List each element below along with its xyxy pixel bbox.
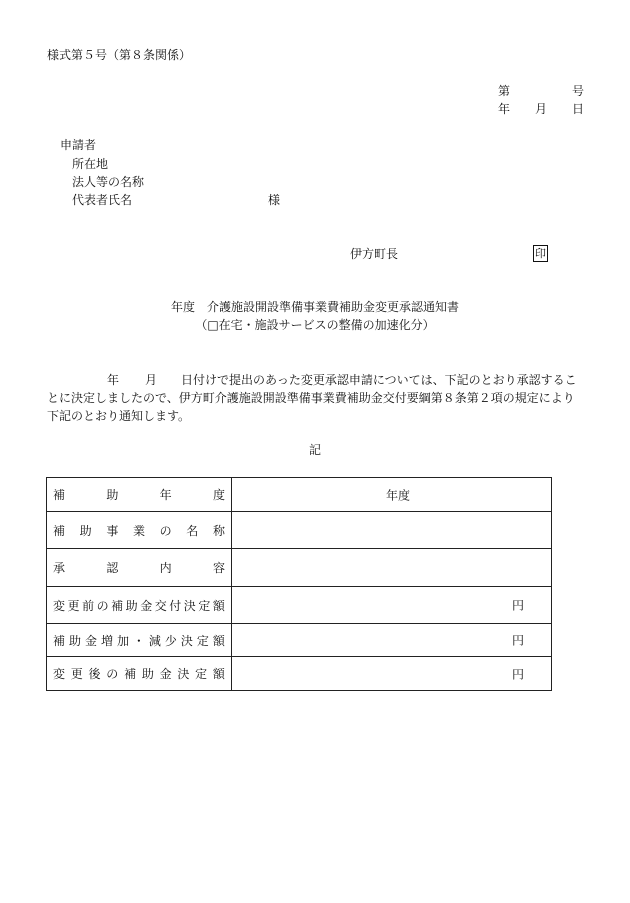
year-label: 年 — [498, 102, 511, 116]
body-year-label: 年 — [107, 373, 120, 387]
row-label-text: 補 助 金 増 加 ・ 減 少 決 定 額 — [53, 633, 225, 648]
day-label: 日 — [571, 102, 584, 116]
row-label-text: 補 助 年 度 — [53, 488, 225, 502]
row-value-post-change-amount — [232, 657, 552, 691]
body-line1: 日付けで提出のあった変更承認申請については、下記のとおり承認するこ — [181, 373, 577, 387]
number-prefix: 第 — [498, 84, 511, 98]
org-name-label: 法人等の名称 — [72, 175, 145, 189]
table-row-project-name — [47, 512, 552, 549]
applicant-heading: 申請者 — [60, 138, 97, 152]
form-number: 様式第５号（第８条関係） — [47, 48, 192, 62]
row-label-post-change-amount — [47, 657, 232, 691]
row-value-pre-change-amount — [232, 587, 552, 624]
representative-label: 代表者氏名 — [72, 193, 133, 207]
document-number-line — [498, 84, 584, 98]
row-value-increase-decrease-amount — [232, 624, 552, 657]
body-paragraph — [47, 371, 583, 425]
address-label: 所在地 — [72, 157, 109, 171]
table-row-increase-decrease-amount — [47, 624, 552, 657]
honorific: 様 — [268, 193, 281, 207]
yen-unit: 円 — [512, 598, 525, 613]
table-row-subsidy-year — [47, 478, 552, 512]
row-label-text: 承 認 内 容 — [53, 561, 225, 575]
row-label-approval-content — [47, 549, 232, 587]
yen-unit: 円 — [512, 667, 525, 681]
month-label: 月 — [534, 102, 547, 116]
number-suffix: 号 — [571, 84, 584, 98]
ki-heading: 記 — [308, 443, 321, 457]
table-row-post-change-amount — [47, 657, 552, 691]
body-line3: 下記のとおり通知します。 — [47, 409, 191, 423]
date-line — [498, 102, 584, 116]
detail-table — [46, 477, 552, 691]
row-value-project-name — [232, 512, 552, 549]
row-value-approval-content — [232, 549, 552, 587]
issuer-title: 伊方町長 — [350, 247, 399, 261]
row-label-increase-decrease-amount — [47, 624, 232, 657]
nendo-unit: 年度 — [386, 488, 411, 502]
row-label-text: 変 更 前 の 補 助 金 交 付 決 定 額 — [53, 598, 225, 613]
row-label-text: 補 助 事 業 の 名 称 — [53, 523, 225, 538]
yen-unit: 円 — [512, 633, 525, 648]
row-label-text: 変 更 後 の 補 助 金 決 定 額 — [53, 667, 225, 681]
table-row-approval-content — [47, 549, 552, 587]
body-month-label: 月 — [145, 373, 158, 387]
row-label-project-name — [47, 512, 232, 549]
document-title: 年度 介護施設開設準備事業費補助金変更承認通知書 — [170, 300, 459, 314]
seal-mark: 印 — [535, 247, 546, 260]
body-line2: とに決定しましたので、伊方町介護施設開設準備事業費補助金交付要綱第８条第２項の規定により — [47, 391, 575, 405]
row-label-pre-change-amount — [47, 587, 232, 624]
row-value-subsidy-year — [232, 478, 552, 512]
document-subtitle: （□在宅・施設サービスの整備の加速化分） — [195, 318, 435, 332]
row-label-subsidy-year — [47, 478, 232, 512]
table-row-pre-change-amount — [47, 587, 552, 624]
